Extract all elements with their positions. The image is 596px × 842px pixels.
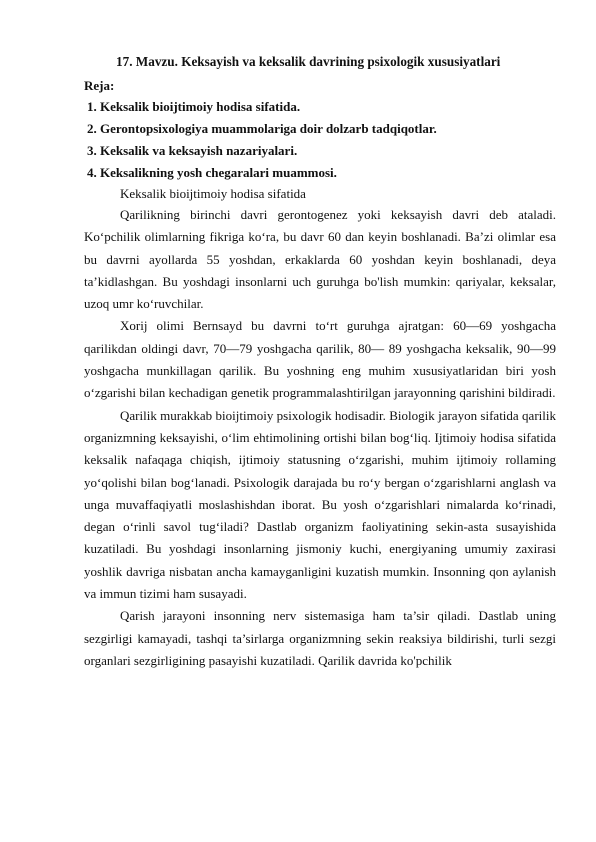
plan-item: 4. Keksalikning yosh chegaralari muammosi. — [87, 165, 337, 180]
plan-item: 3. Keksalik va keksayish nazariyalari. — [87, 143, 298, 158]
plan-label: Reja: — [84, 78, 115, 93]
paragraph: Xorij olimi Bernsayd bu davrni to‘rt guruhga ajratgan: 60—69 yoshgacha qarilikdan oldingi davr, 70—79 yoshgacha qarilik, 80— 89 yoshgacha keksalik, 90—99 yoshgacha munkillagan qarilik. Bu yoshning eng muhim xususiyatlaridan biri yosh o‘zgarishi bilan kechadigan genetik programmalashtirilgan jarayonning qarishini bildiradi. — [84, 318, 556, 401]
paragraph: Qarish jarayoni insonning nerv sistemasiga ham ta’sir qiladi. Dastlab uning sezgirligi kamayadi, tashqi ta’sirlarga organizmning sekin reaksiya bildirishi, turli sezgi organlari sezgirligining pasayishi kuzatiladi. Qarilik davrida ko'pchilik — [84, 608, 556, 668]
document-title: 17. Mavzu. Keksayish va keksalik davrining psixologik xususiyatlari — [116, 54, 501, 69]
plan-item: 1. Keksalik bioijtimoiy hodisa sifatida. — [87, 99, 301, 114]
paragraph: Qarilik murakkab bioijtimoiy psixologik hodisadir. Biologik jarayon sifatida qarilik organizmning keksayishi, o‘lim ehtimolining ortishi bilan bog‘liq. Ijtimoiy hodisa sifatida keksalik nafaqaga chiqish, ijtimoiy statusning o‘zgarishi, muhim ijtimoiy rollaming yo‘qolishi bilan bog‘lanadi. Psixologik darajada bu ro‘y bergan o‘zgarishlarni anglash va unga muvaffaqiyatli moslashishdan iborat. Bu yosh o‘zgarishlari nimalarda ko‘rinadi, degan o‘rinli savol tug‘iladi? Dastlab organizm faoliyatining sekin-asta susayishida kuzatiladi. Bu yoshdagi insonlarning jismoniy kuchi, energiyaning umumiy zaxirasi yoshlik davriga nisbatan ancha kamayganligini kuzatish mumkin. Insonning qon aylanish va immun tizimi ham susayadi. — [84, 407, 556, 602]
plan-item: 2. Gerontopsixologiya muammolariga doir dolzarb tadqiqotlar. — [87, 121, 437, 136]
document-page — [84, 52, 556, 672]
paragraph: Qarilikning birinchi davri gerontogenez yoki keksayish davri deb ataladi. Ko‘pchilik olimlarning fikriga ko‘ra, bu davr 60 dan keyin boshlanadi. Ba’zi olimlar esa bu davrni ayollarda 55 yoshdan, erkaklarda 60 yoshdan keyin boshlanadi, deya ta’kidlashgan. Bu yoshdagi insonlarni uch guruhga bo'lish mumkin: qariyalar, keksalar, uzoq umr ko‘ruvchilar. — [84, 207, 556, 312]
plan-list — [84, 96, 556, 184]
section-heading: Keksalik bioijtimoiy hodisa sifatida — [120, 186, 306, 201]
